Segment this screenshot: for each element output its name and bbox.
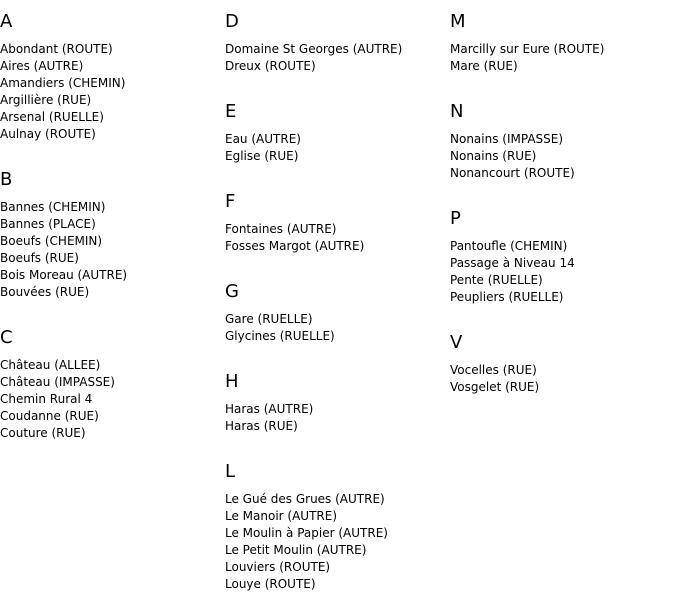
- street-link[interactable]: Nonains (IMPASSE): [450, 132, 564, 146]
- street-link[interactable]: Louviers (ROUTE): [225, 560, 331, 574]
- letter-heading: D: [225, 11, 239, 32]
- street-link[interactable]: Bannes (CHEMIN): [0, 200, 106, 214]
- letter-group-g: [225, 270, 445, 345]
- street-link[interactable]: Château (IMPASSE): [0, 375, 115, 389]
- street-link[interactable]: Boeufs (RUE): [0, 251, 79, 265]
- letter-group-v: [450, 321, 670, 396]
- street-link[interactable]: Pantoufle (CHEMIN): [450, 239, 568, 253]
- letter-heading: H: [225, 371, 239, 392]
- street-link[interactable]: Nonains (RUE): [450, 149, 537, 163]
- street-link[interactable]: Boeufs (CHEMIN): [0, 234, 103, 248]
- street-link[interactable]: Coudanne (RUE): [0, 409, 99, 423]
- street-list: [225, 311, 445, 345]
- street-link[interactable]: Dreux (ROUTE): [225, 59, 316, 73]
- street-link[interactable]: Bois Moreau (AUTRE): [0, 268, 128, 282]
- letter-heading: B: [0, 169, 13, 190]
- letter-heading: E: [225, 101, 237, 122]
- group-spacer: [0, 301, 220, 316]
- street-link[interactable]: Chemin Rural 4: [0, 392, 93, 406]
- letter-heading: G: [225, 281, 239, 302]
- letter-heading: A: [0, 11, 13, 32]
- street-link[interactable]: Haras (AUTRE): [225, 402, 314, 416]
- letter-group-l: [225, 450, 445, 593]
- street-list: [0, 199, 220, 301]
- letter-heading: P: [450, 208, 461, 229]
- street-list: [450, 41, 670, 75]
- street-link[interactable]: Aires (AUTRE): [0, 59, 84, 73]
- street-link[interactable]: Peupliers (RUELLE): [450, 290, 564, 304]
- street-link[interactable]: Le Manoir (AUTRE): [225, 509, 338, 523]
- group-spacer: [450, 75, 670, 90]
- street-link[interactable]: Bannes (PLACE): [0, 217, 96, 231]
- letter-heading: M: [450, 11, 466, 32]
- street-link[interactable]: Glycines (RUELLE): [225, 329, 335, 343]
- group-spacer: [225, 165, 445, 180]
- letter-group-b: [0, 158, 220, 301]
- street-list: [450, 362, 670, 396]
- index-column-3: [450, 0, 670, 396]
- street-link[interactable]: Vocelles (RUE): [450, 363, 537, 377]
- letter-heading: F: [225, 191, 236, 212]
- letter-group-d: [225, 0, 445, 75]
- letter-group-f: [225, 180, 445, 255]
- letter-heading: N: [450, 101, 464, 122]
- street-link[interactable]: Le Moulin à Papier (AUTRE): [225, 526, 388, 540]
- group-spacer: [450, 306, 670, 321]
- index-column-1: [0, 0, 220, 442]
- street-link[interactable]: Amandiers (CHEMIN): [0, 76, 126, 90]
- letter-group-e: [225, 90, 445, 165]
- letter-heading: V: [450, 332, 463, 353]
- street-link[interactable]: Le Petit Moulin (AUTRE): [225, 543, 367, 557]
- street-list: [225, 401, 445, 435]
- street-link[interactable]: Mare (RUE): [450, 59, 518, 73]
- street-list: [450, 131, 670, 182]
- group-spacer: [225, 345, 445, 360]
- street-link[interactable]: Château (ALLEE): [0, 358, 101, 372]
- letter-group-a: [0, 0, 220, 143]
- group-spacer: [225, 255, 445, 270]
- group-spacer: [0, 143, 220, 158]
- street-link[interactable]: Arsenal (RUELLE): [0, 110, 104, 124]
- street-link[interactable]: Passage à Niveau 14: [450, 256, 575, 270]
- street-link[interactable]: Eau (AUTRE): [225, 132, 301, 146]
- street-link[interactable]: Couture (RUE): [0, 426, 86, 440]
- index-column-2: [225, 0, 445, 593]
- street-list: [225, 491, 445, 593]
- street-link[interactable]: Haras (RUE): [225, 419, 298, 433]
- street-link[interactable]: Louye (ROUTE): [225, 577, 316, 591]
- street-link[interactable]: Eglise (RUE): [225, 149, 299, 163]
- letter-group-c: [0, 316, 220, 442]
- street-link[interactable]: Abondant (ROUTE): [0, 42, 113, 56]
- street-link[interactable]: Domaine St Georges (AUTRE): [225, 42, 403, 56]
- street-list: [225, 131, 445, 165]
- street-link[interactable]: Argillière (RUE): [0, 93, 92, 107]
- group-spacer: [225, 435, 445, 450]
- group-spacer: [450, 182, 670, 197]
- street-list: [225, 221, 445, 255]
- street-list: [450, 238, 670, 306]
- letter-heading: L: [225, 461, 236, 482]
- street-link[interactable]: Marcilly sur Eure (ROUTE): [450, 42, 605, 56]
- street-link[interactable]: Bouvées (RUE): [0, 285, 90, 299]
- letter-group-m: [450, 0, 670, 75]
- street-link[interactable]: Vosgelet (RUE): [450, 380, 540, 394]
- street-link[interactable]: Gare (RUELLE): [225, 312, 313, 326]
- letter-group-n: [450, 90, 670, 182]
- street-list: [0, 41, 220, 143]
- street-link[interactable]: Aulnay (ROUTE): [0, 127, 96, 141]
- street-link[interactable]: Pente (RUELLE): [450, 273, 543, 287]
- group-spacer: [225, 75, 445, 90]
- street-list: [0, 357, 220, 442]
- street-link[interactable]: Nonancourt (ROUTE): [450, 166, 575, 180]
- letter-group-h: [225, 360, 445, 435]
- street-list: [225, 41, 445, 75]
- letter-heading: C: [0, 327, 13, 348]
- street-link[interactable]: Fontaines (AUTRE): [225, 222, 337, 236]
- street-link[interactable]: Le Gué des Grues (AUTRE): [225, 492, 385, 506]
- letter-group-p: [450, 197, 670, 306]
- street-link[interactable]: Fosses Margot (AUTRE): [225, 239, 365, 253]
